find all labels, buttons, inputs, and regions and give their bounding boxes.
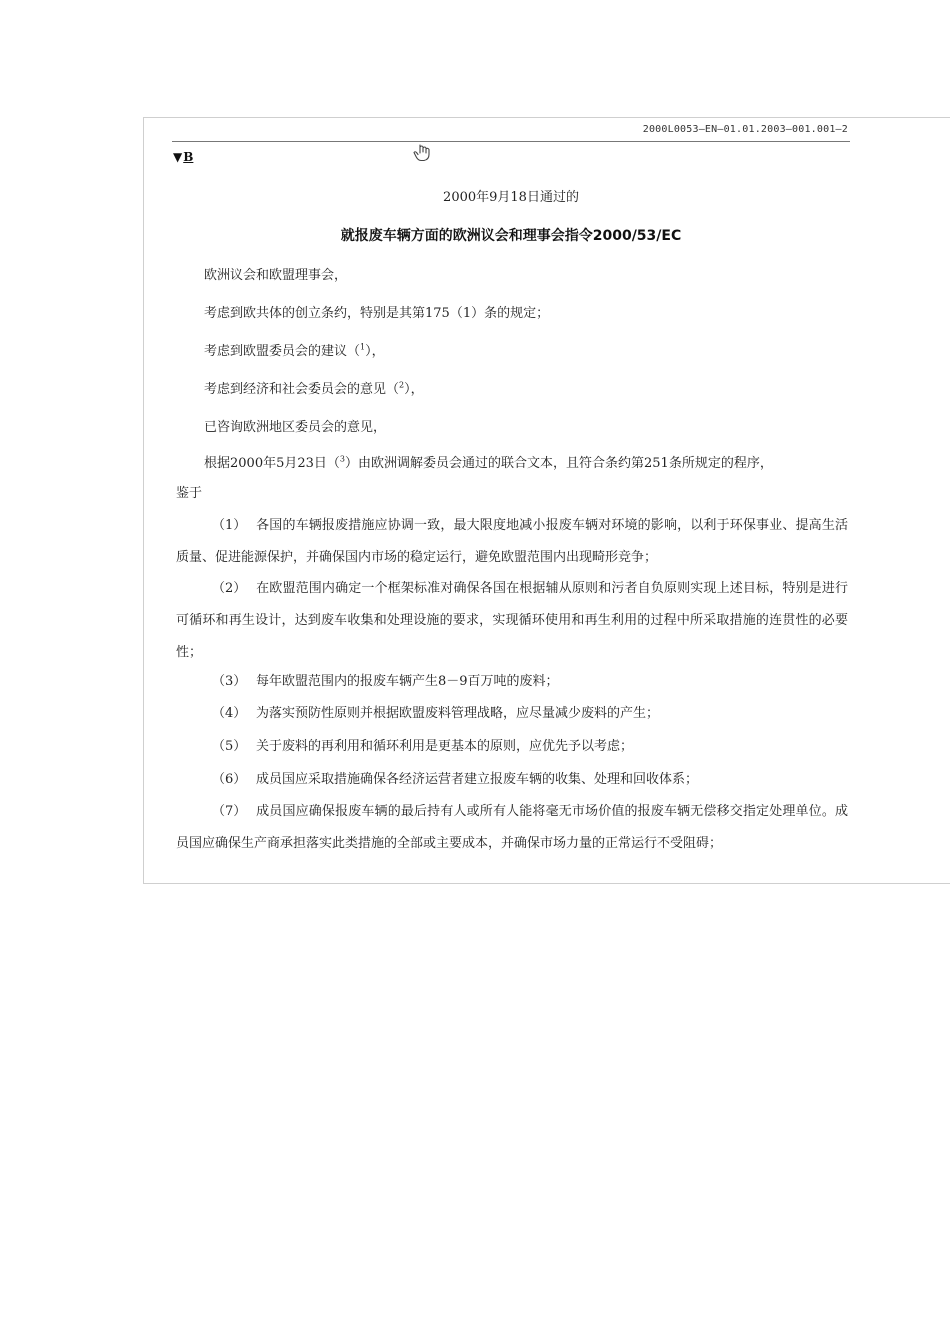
recital-item: （3） 每年欧盟范围内的报废车辆产生8－9百万吨的废料； bbox=[212, 674, 559, 689]
recital-item: （7） 成员国应确保报废车辆的最后持有人或所有人能将毫无市场价值的报废车辆无偿移交指定处理单位。成员国应确保生产商承担落实此类措施的全部或主要成本，并确保市场力量的正常运行不受阻碍； bbox=[176, 804, 848, 851]
directive-title: 就报废车辆方面的欧洲议会和理事会指令2000/53/EC bbox=[340, 228, 682, 244]
footnote-ref: 3 bbox=[339, 454, 345, 464]
recital-item: （5） 关于废料的再利用和循环利用是更基本的原则，应优先予以考虑； bbox=[212, 739, 634, 754]
adoption-date: 2000年9月18日通过的 bbox=[443, 190, 579, 205]
recital-item: （6） 成员国应采取措施确保各经济运营者建立报废车辆的收集、处理和回收体系； bbox=[212, 772, 699, 787]
preamble-line: 考虑到欧共体的创立条约，特别是其第175（1）条的规定； bbox=[204, 306, 550, 321]
preamble-line: 欧洲议会和欧盟理事会， bbox=[204, 268, 348, 283]
triangle-down-icon: ▼ bbox=[173, 150, 183, 164]
preamble-line: 已咨询欧洲地区委员会的意见， bbox=[204, 420, 387, 435]
hand-cursor-icon bbox=[412, 142, 434, 164]
preamble-line: 考虑到经济和社会委员会的意见（$^2$）， bbox=[204, 380, 424, 397]
footnote-ref: 2 bbox=[399, 380, 405, 390]
document-reference: 2000L0053—EN—01.01.2003—001.001—2 bbox=[642, 124, 848, 135]
preamble-line: 考虑到欧盟委员会的建议（$^1$）， bbox=[204, 342, 385, 359]
recital-item: （4） 为落实预防性原则并根据欧盟废料管理战略，应尽量减少废料的产生； bbox=[212, 706, 660, 721]
recital-item: （1） 各国的车辆报废措施应协调一致，最大限度地减小报废车辆对环境的影响，以利于环保事业、提高生活质量、促进能源保护，并确保国内市场的稳定运行，避免欧盟范围内出现畸形竞争； bbox=[176, 518, 848, 565]
amendment-marker[interactable] bbox=[173, 150, 193, 165]
marker-letter: B bbox=[183, 150, 194, 164]
header-rule bbox=[172, 141, 850, 142]
recital-item: （2） 在欧盟范围内确定一个框架标准对确保各国在根据辅从原则和污者自负原则实现上述目标，特别是进行可循环和再生设计，达到废车收集和处理设施的要求，实现循环使用和再生利用的过程中所采取措施的连贯性的必要性； bbox=[176, 581, 848, 660]
preamble-line: 根据2000年5月23日（$^3$）由欧洲调解委员会通过的联合文本，且符合条约第251条所规定的程序， bbox=[204, 454, 773, 471]
footnote-ref: 1 bbox=[360, 342, 366, 352]
whereas-label: 鉴于 bbox=[176, 486, 203, 501]
